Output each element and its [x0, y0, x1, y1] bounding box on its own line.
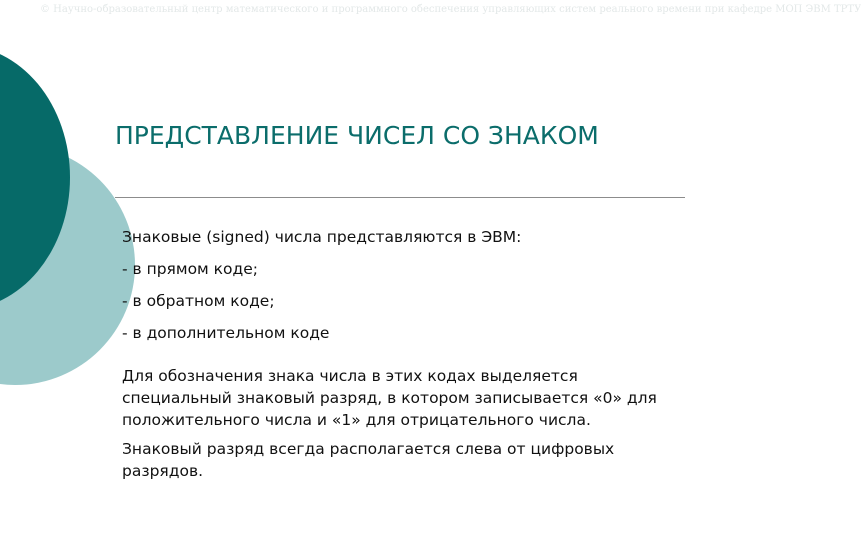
title-divider	[115, 197, 685, 198]
slide-title: ПРЕДСТАВЛЕНИЕ ЧИСЕЛ СО ЗНАКОМ	[115, 121, 599, 150]
copyright-watermark: © Научно-образовательный центр математического и программного обеспечения управляющих систем реального времени при кафедре МОП ЭВМ ТРТУ	[40, 4, 861, 15]
sign-bit-paragraph: Для обозначения знака числа в этих кодах выделяется специальный знаковый разряд, в котором записывается «0» для положительного числа и «1» для отрицательного числа.	[122, 367, 657, 429]
list-item-direct-code: - в прямом коде;	[122, 260, 258, 278]
list-item-inverse-code: - в обратном коде;	[122, 292, 275, 310]
list-item-twos-complement: - в дополнительном коде	[122, 324, 330, 342]
intro-text: Знаковые (signed) числа представляются в ЭВМ:	[122, 228, 522, 246]
slide-body	[122, 226, 692, 489]
sign-bit-position-paragraph: Знаковый разряд всегда располагается слева от цифровых разрядов.	[122, 440, 615, 480]
